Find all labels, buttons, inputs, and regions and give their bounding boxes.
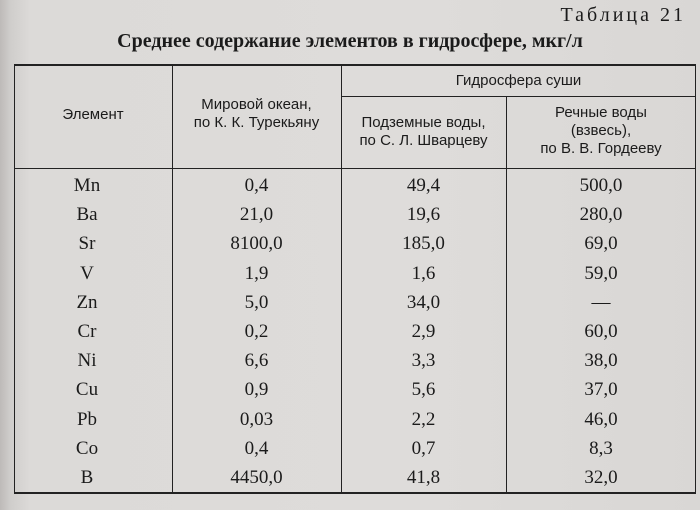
cell-element: Cu xyxy=(75,379,99,401)
cell-element: V xyxy=(80,262,94,284)
cell-groundwater: 1,6 xyxy=(411,262,436,284)
cell-groundwater: 185,0 xyxy=(402,233,445,255)
cell-river-water: 69,0 xyxy=(584,233,618,255)
cell-element: Mn xyxy=(73,175,101,196)
table-bottom-rule xyxy=(14,492,696,494)
cell-groundwater: 49,4 xyxy=(406,175,441,196)
cell-element: Zn xyxy=(76,291,98,313)
cell-element: Pb xyxy=(76,408,98,430)
cell-element: Sr xyxy=(78,233,96,255)
cell-river-water: — xyxy=(591,291,611,313)
group-header-rule xyxy=(341,96,696,97)
cell-world-ocean: 4450,0 xyxy=(230,467,283,488)
cell-world-ocean: 8100,0 xyxy=(230,233,283,255)
cell-groundwater: 34,0 xyxy=(406,291,441,313)
cell-river-water: 38,0 xyxy=(584,350,618,372)
cell-world-ocean: 6,6 xyxy=(244,350,269,372)
cell-groundwater: 2,9 xyxy=(411,321,436,342)
cell-groundwater: 41,8 xyxy=(406,467,441,488)
table-title: Среднее содержание элементов в гидросфере, мкг/л xyxy=(117,30,583,52)
header-world-ocean: Мировой океан, по К. К. Турекьяну xyxy=(193,96,320,131)
cell-river-water: 280,0 xyxy=(579,204,623,226)
cell-world-ocean: 1,9 xyxy=(244,262,269,284)
cell-groundwater: 0,7 xyxy=(411,437,436,459)
header-river-water: Речные воды (взвесь), по В. В. Гордееву xyxy=(540,104,662,157)
header-land-hydrosphere: Гидросфера суши xyxy=(455,72,582,89)
cell-world-ocean: 0,2 xyxy=(244,321,269,342)
cell-element: Ni xyxy=(77,350,97,372)
cell-groundwater: 2,2 xyxy=(411,408,436,430)
table-number: Таблица 21 xyxy=(560,4,686,26)
cell-element: B xyxy=(80,467,94,488)
table-left-border xyxy=(14,64,15,494)
cell-groundwater: 19,6 xyxy=(406,204,441,226)
cell-world-ocean: 0,9 xyxy=(244,379,269,401)
cell-world-ocean: 0,4 xyxy=(244,437,269,459)
table-top-rule xyxy=(14,64,696,66)
cell-world-ocean: 21,0 xyxy=(239,204,274,226)
cell-river-water: 32,0 xyxy=(584,467,618,488)
cell-world-ocean: 0,03 xyxy=(239,408,274,430)
cell-element: Cr xyxy=(77,321,97,342)
cell-element: Co xyxy=(75,437,99,459)
cell-river-water: 59,0 xyxy=(584,262,618,284)
cell-river-water: 37,0 xyxy=(584,379,618,401)
cell-element: Ba xyxy=(76,204,98,226)
cell-river-water: 8,3 xyxy=(589,437,613,459)
header-bottom-rule xyxy=(14,168,696,169)
cell-world-ocean: 0,4 xyxy=(244,175,269,196)
cell-river-water: 60,0 xyxy=(584,321,618,342)
data-table xyxy=(14,64,696,494)
cell-groundwater: 3,3 xyxy=(411,350,436,372)
cell-groundwater: 5,6 xyxy=(411,379,436,401)
header-groundwater: Подземные воды, по С. Л. Шварцеву xyxy=(359,114,488,149)
cell-world-ocean: 5,0 xyxy=(244,291,269,313)
header-element: Элемент xyxy=(62,106,124,123)
cell-river-water: 46,0 xyxy=(584,408,618,430)
cell-river-water: 500,0 xyxy=(579,175,623,196)
